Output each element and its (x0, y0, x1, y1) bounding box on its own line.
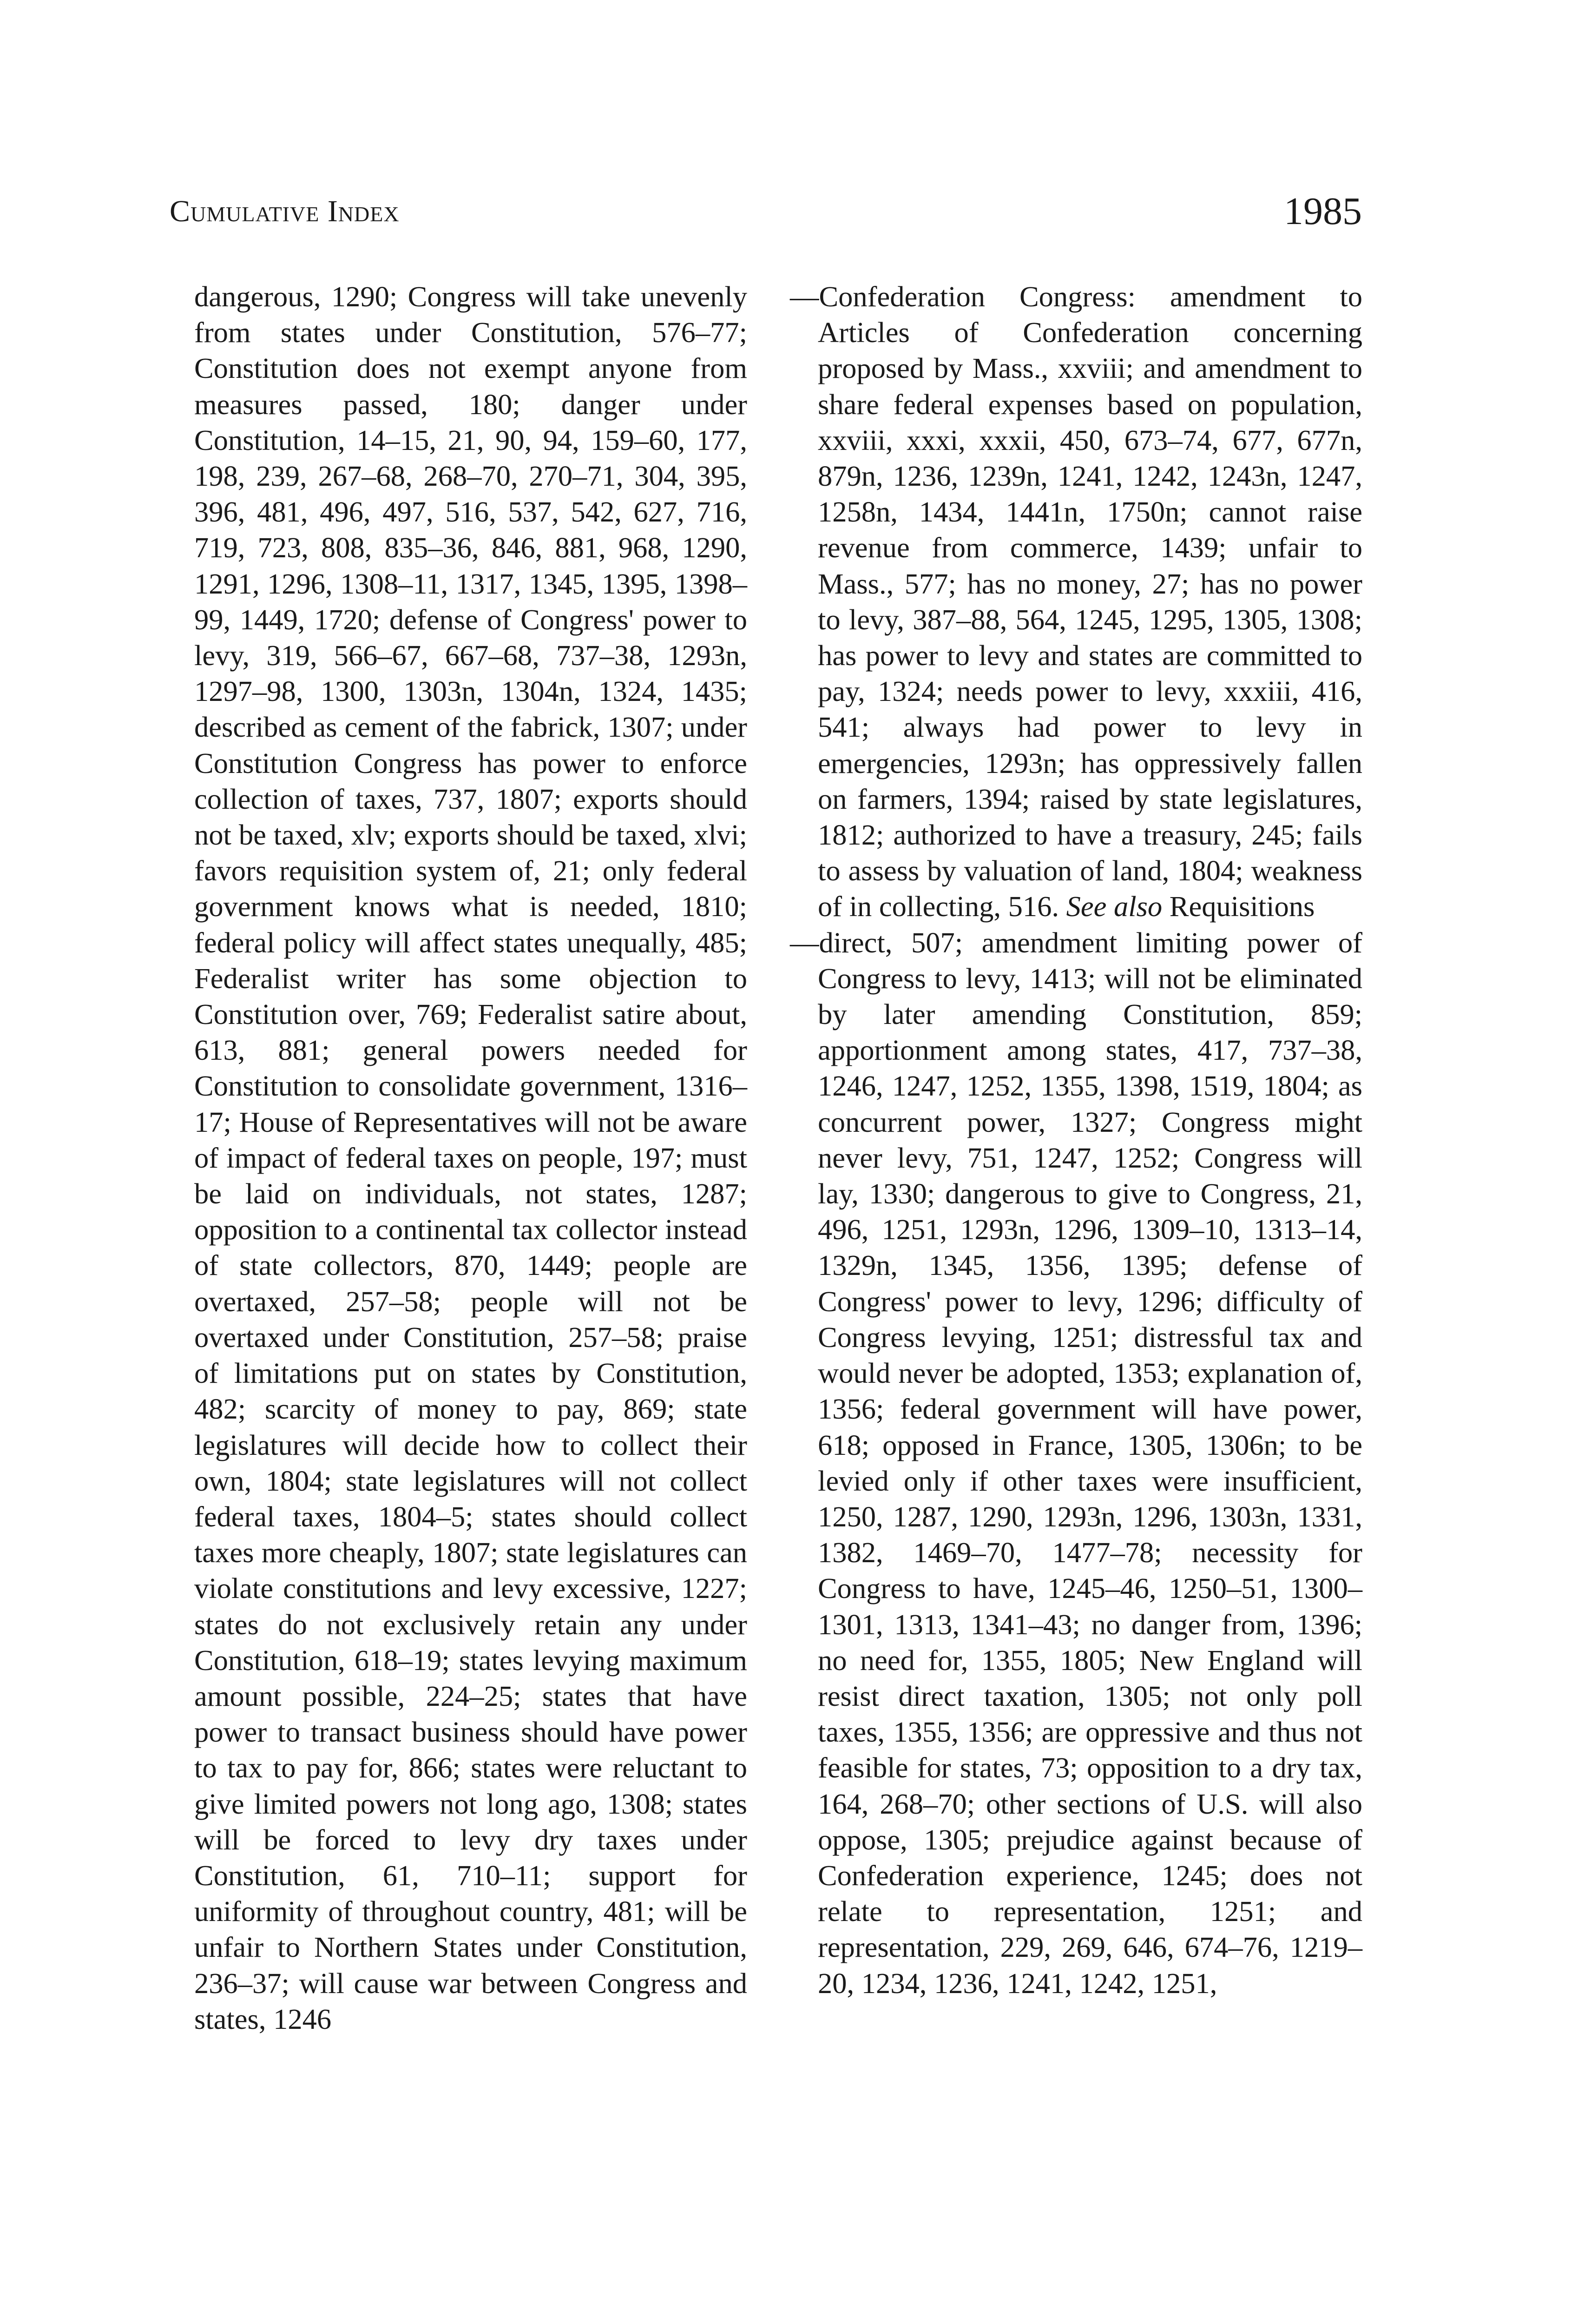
index-entry (790, 279, 1362, 925)
index-column-left (194, 279, 747, 2037)
index-column-right (790, 279, 1362, 2001)
index-entry (790, 925, 1362, 2001)
see-also-label: See also (1066, 890, 1163, 923)
see-also-target: Requisitions (1169, 890, 1315, 923)
index-entry-text: —direct, 507; amendment limiting power of Congress to levy, 1413; will not be eliminated by later amending Constitution, 859; apportionment among states, 417, 737–38, 1246, 1247, 1252, 1355, 1398, 1519, 1804; as concurrent power, 1327; Congress might never levy, 751, 1247, 1252; Congress will lay, 1330; dangerous to give to Congress, 21, 496, 1251, 1293n, 1296, 1309–10, 1313–14, 1329n, 1345, 1356, 1395; defense of Congress' power to levy, 1296; difficulty of Congress levying, 1251; distressful tax and would never be adopted, 1353; explanation of, 1356; federal government will have power, 618; opposed in France, 1305, 1306n; to be levied only if other taxes were insufficient, 1250, 1287, 1290, 1293n, 1296, 1303n, 1331, 1382, 1469–70, 1477–78; necessity for Congress to have, 1245–46, 1250–51, 1300–1301, 1313, 1341–43; no danger from, 1396; no need for, 1355, 1805; New England will resist direct taxation, 1305; not only poll taxes, 1355, 1356; are oppressive and thus not feasible for states, 73; opposition to a dry tax, 164, 268–70; other sections of U.S. will also oppose, 1305; prejudice against because of Confederation experience, 1245; does not relate to representation, 1251; and representation, 229, 269, 646, 674–76, 1219–20, 1234, 1236, 1241, 1242, 1251, (790, 926, 1362, 2000)
index-entry (194, 279, 747, 2037)
page-number: 1985 (1284, 190, 1362, 233)
index-entry-text: —Confederation Congress: amendment to Articles of Confederation concerning proposed by Mass., xxviii; and amendment to share federal expenses based on population, xxviii, xxxi, xxxii, 450, 673–74, 677, 677n, 879n, 1236, 1239n, 1241, 1242, 1243n, 1247, 1258n, 1434, 1441n, 1750n; cannot raise revenue from commerce, 1439; unfair to Mass., 577; has no money, 27; has no power to levy, 387–88, 564, 1245, 1295, 1305, 1308; has power to levy and states are committed to pay, 1324; needs power to levy, xxxiii, 416, 541; always had power to levy in emergencies, 1293n; has oppressively fallen on farmers, 1394; raised by state legislatures, 1812; authorized to have a treasury, 245; fails to assess by valuation of land, 1804; weakness of in collecting, 516. (790, 280, 1362, 923)
index-entry-text: dangerous, 1290; Congress will take unevenly from states under Constitution, 576–77; Constitution does not exempt anyone from measures passed, 180; danger under Constitution, 14–15, 21, 90, 94, 159–60, 177, 198, 239, 267–68, 268–70, 270–71, 304, 395, 396, 481, 496, 497, 516, 537, 542, 627, 716, 719, 723, 808, 835–36, 846, 881, 968, 1290, 1291, 1296, 1308–11, 1317, 1345, 1395, 1398–99, 1449, 1720; defense of Congress' power to levy, 319, 566–67, 667–68, 737–38, 1293n, 1297–98, 1300, 1303n, 1304n, 1324, 1435; described as cement of the fabrick, 1307; under Constitution Congress has power to enforce collection of taxes, 737, 1807; exports should not be taxed, xlv; exports should be taxed, xlvi; favors requisition system of, 21; only federal government knows what is needed, 1810; federal policy will affect states unequally, 485; Federalist writer has some objection to Constitution over, 769; Federalist satire about, 613, 881; general powers needed for Constitution to consolidate government, 1316–17; House of Representatives will not be aware of impact of federal taxes on people, 197; must be laid on individuals, not states, 1287; opposition to a continental tax collector instead of state collectors, 870, 1449; people are overtaxed, 257–58; people will not be overtaxed under Constitution, 257–58; praise of limitations put on states by Constitution, 482; scarcity of money to pay, 869; state legislatures will decide how to collect their own, 1804; state legislatures will not collect federal taxes, 1804–5; states should collect taxes more cheaply, 1807; state legislatures can violate constitutions and levy excessive, 1227; states do not exclusively retain any under Constitution, 618–19; states levying maximum amount possible, 224–25; states that have power to transact business should have power to tax to pay for, 866; states were reluctant to give limited powers not long ago, 1308; states will be forced to levy dry taxes under Constitution, 61, 710–11; support for uniformity of throughout country, 481; will be unfair to Northern States under Constitution, 236–37; will cause war between Congress and states, 1246 (194, 280, 747, 2035)
running-head: Cumulative Index (170, 194, 400, 228)
page-header (170, 188, 1362, 244)
